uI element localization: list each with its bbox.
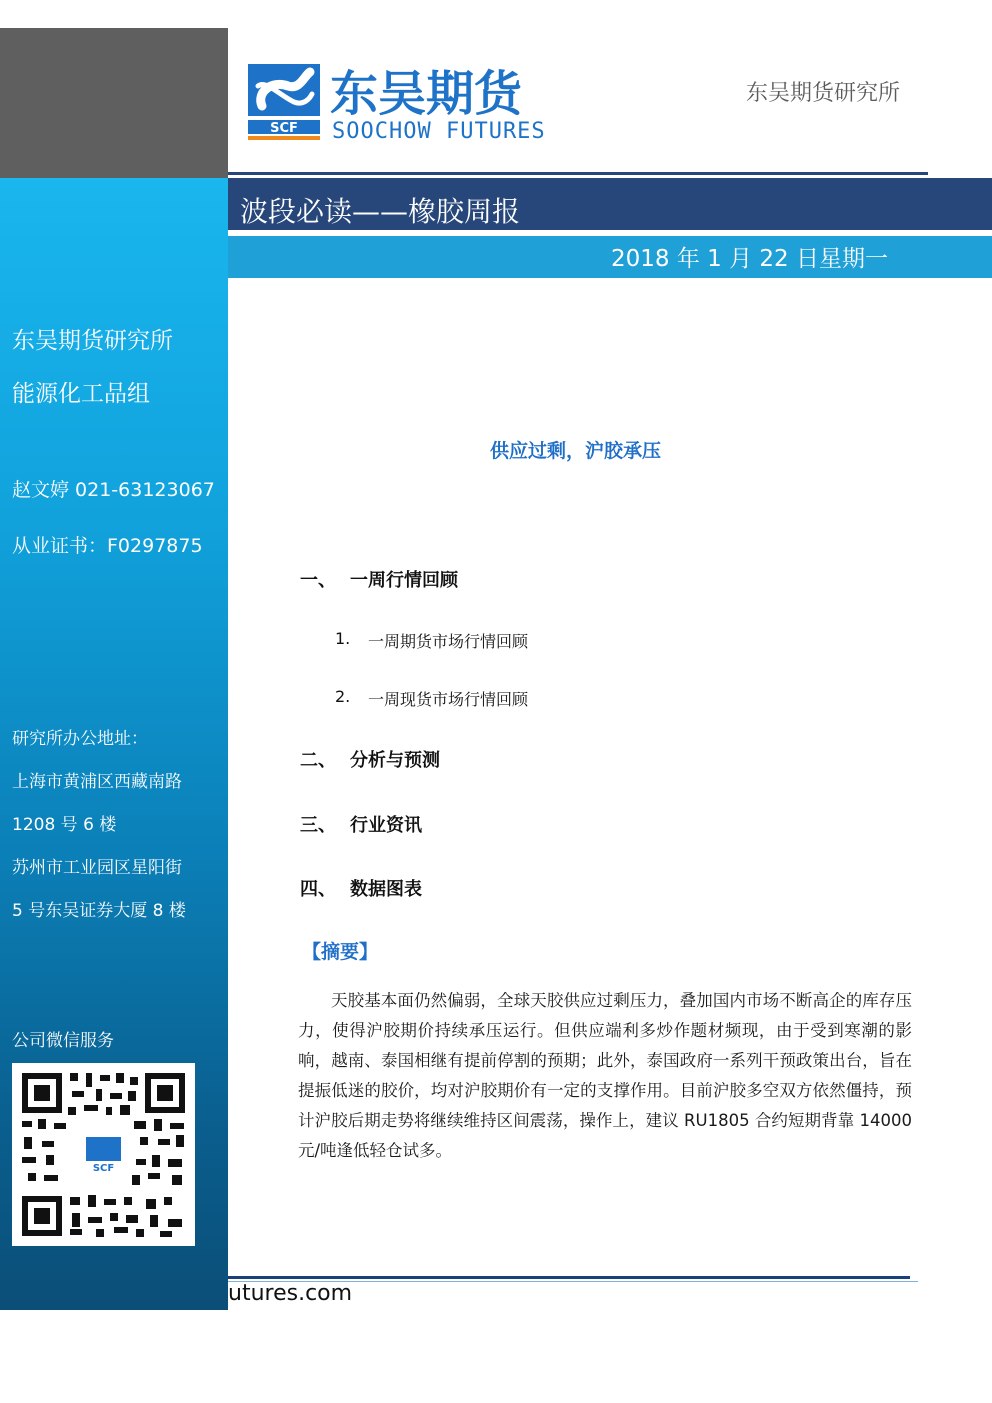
qr-logo-abbr: SCF [92,1163,115,1174]
sidebar-address-line: 上海市黄浦区西藏南路 [12,772,182,792]
date-bar [228,236,992,278]
toc-subsection-num: 1. [335,629,351,648]
toc-section-num: 一、 [300,570,336,591]
toc-section-num: 三、 [300,815,336,836]
logo-cn: 东吴期货 [330,66,523,122]
toc-section-label: 分析与预测 [350,750,440,771]
wechat-qr-code [12,1063,195,1246]
sidebar-license: 从业证书：F0297875 [12,535,203,557]
report-title: 波段必读——橡胶周报 [240,195,521,228]
sidebar-address-line: 5 号东吴证券大厦 8 楼 [12,901,186,921]
report-date: 2018 年 1 月 22 日星期一 [611,246,888,272]
toc-section-label: 数据图表 [350,879,422,900]
sidebar-wechat-label: 公司微信服务 [12,1031,114,1051]
header-institute: 东吴期货研究所 [746,81,901,106]
title-top-rule [228,172,928,175]
footer-rule [228,1276,910,1279]
sidebar-analyst: 赵文婷 021-63123067 [12,479,215,501]
qr-code-icon [12,1063,195,1246]
toc-subsection-label: 一周现货市场行情回顾 [368,690,529,709]
summary-heading: 【摘要】 [302,941,379,963]
title-bar [228,178,992,230]
report-subtitle: 供应过剩，沪胶承压 [490,440,662,462]
footer-url[interactable]: utures.com [228,1281,353,1306]
sidebar [0,178,228,1310]
logo-abbr: SCF [270,121,298,136]
toc-section-label: 行业资讯 [350,815,422,836]
toc-subsection-num: 2. [335,687,351,706]
sidebar-header-block [0,28,228,178]
sidebar-address-label: 研究所办公地址： [12,729,148,749]
toc-section-num: 二、 [300,750,336,771]
toc-section-num: 四、 [300,879,336,900]
sidebar-address-line: 苏州市工业园区星阳街 [12,858,182,878]
summary-body: 天胶基本面仍然偏弱，全球天胶供应过剩压力，叠加国内市场不断高企的库存压力，使得沪胶期价持续承压运行。但供应端利多炒作题材频现，由于受到寒潮的影响，越南、泰国相继有提前停割的预期；此外，泰国政府一系列干预政策出台，旨在提振低迷的胶价，均对沪胶期价有一定的支撑作用。目前沪胶多空双方依然僵持，预计沪胶后期走势将继续维持区间震荡，操作上，建议 RU1805 合约短期背靠 14000 元/吨逢低轻仓试多。 [298,991,912,1160]
logo-en: SOOCHOW FUTURES [332,119,546,144]
sidebar-group: 能源化工品组 [12,381,150,407]
sidebar-org: 东吴期货研究所 [12,328,173,354]
sidebar-address-line: 1208 号 6 楼 [12,815,117,835]
toc-subsection-label: 一周期货市场行情回顾 [368,632,529,651]
toc-section-label: 一周行情回顾 [350,570,458,591]
company-logo [248,62,588,144]
